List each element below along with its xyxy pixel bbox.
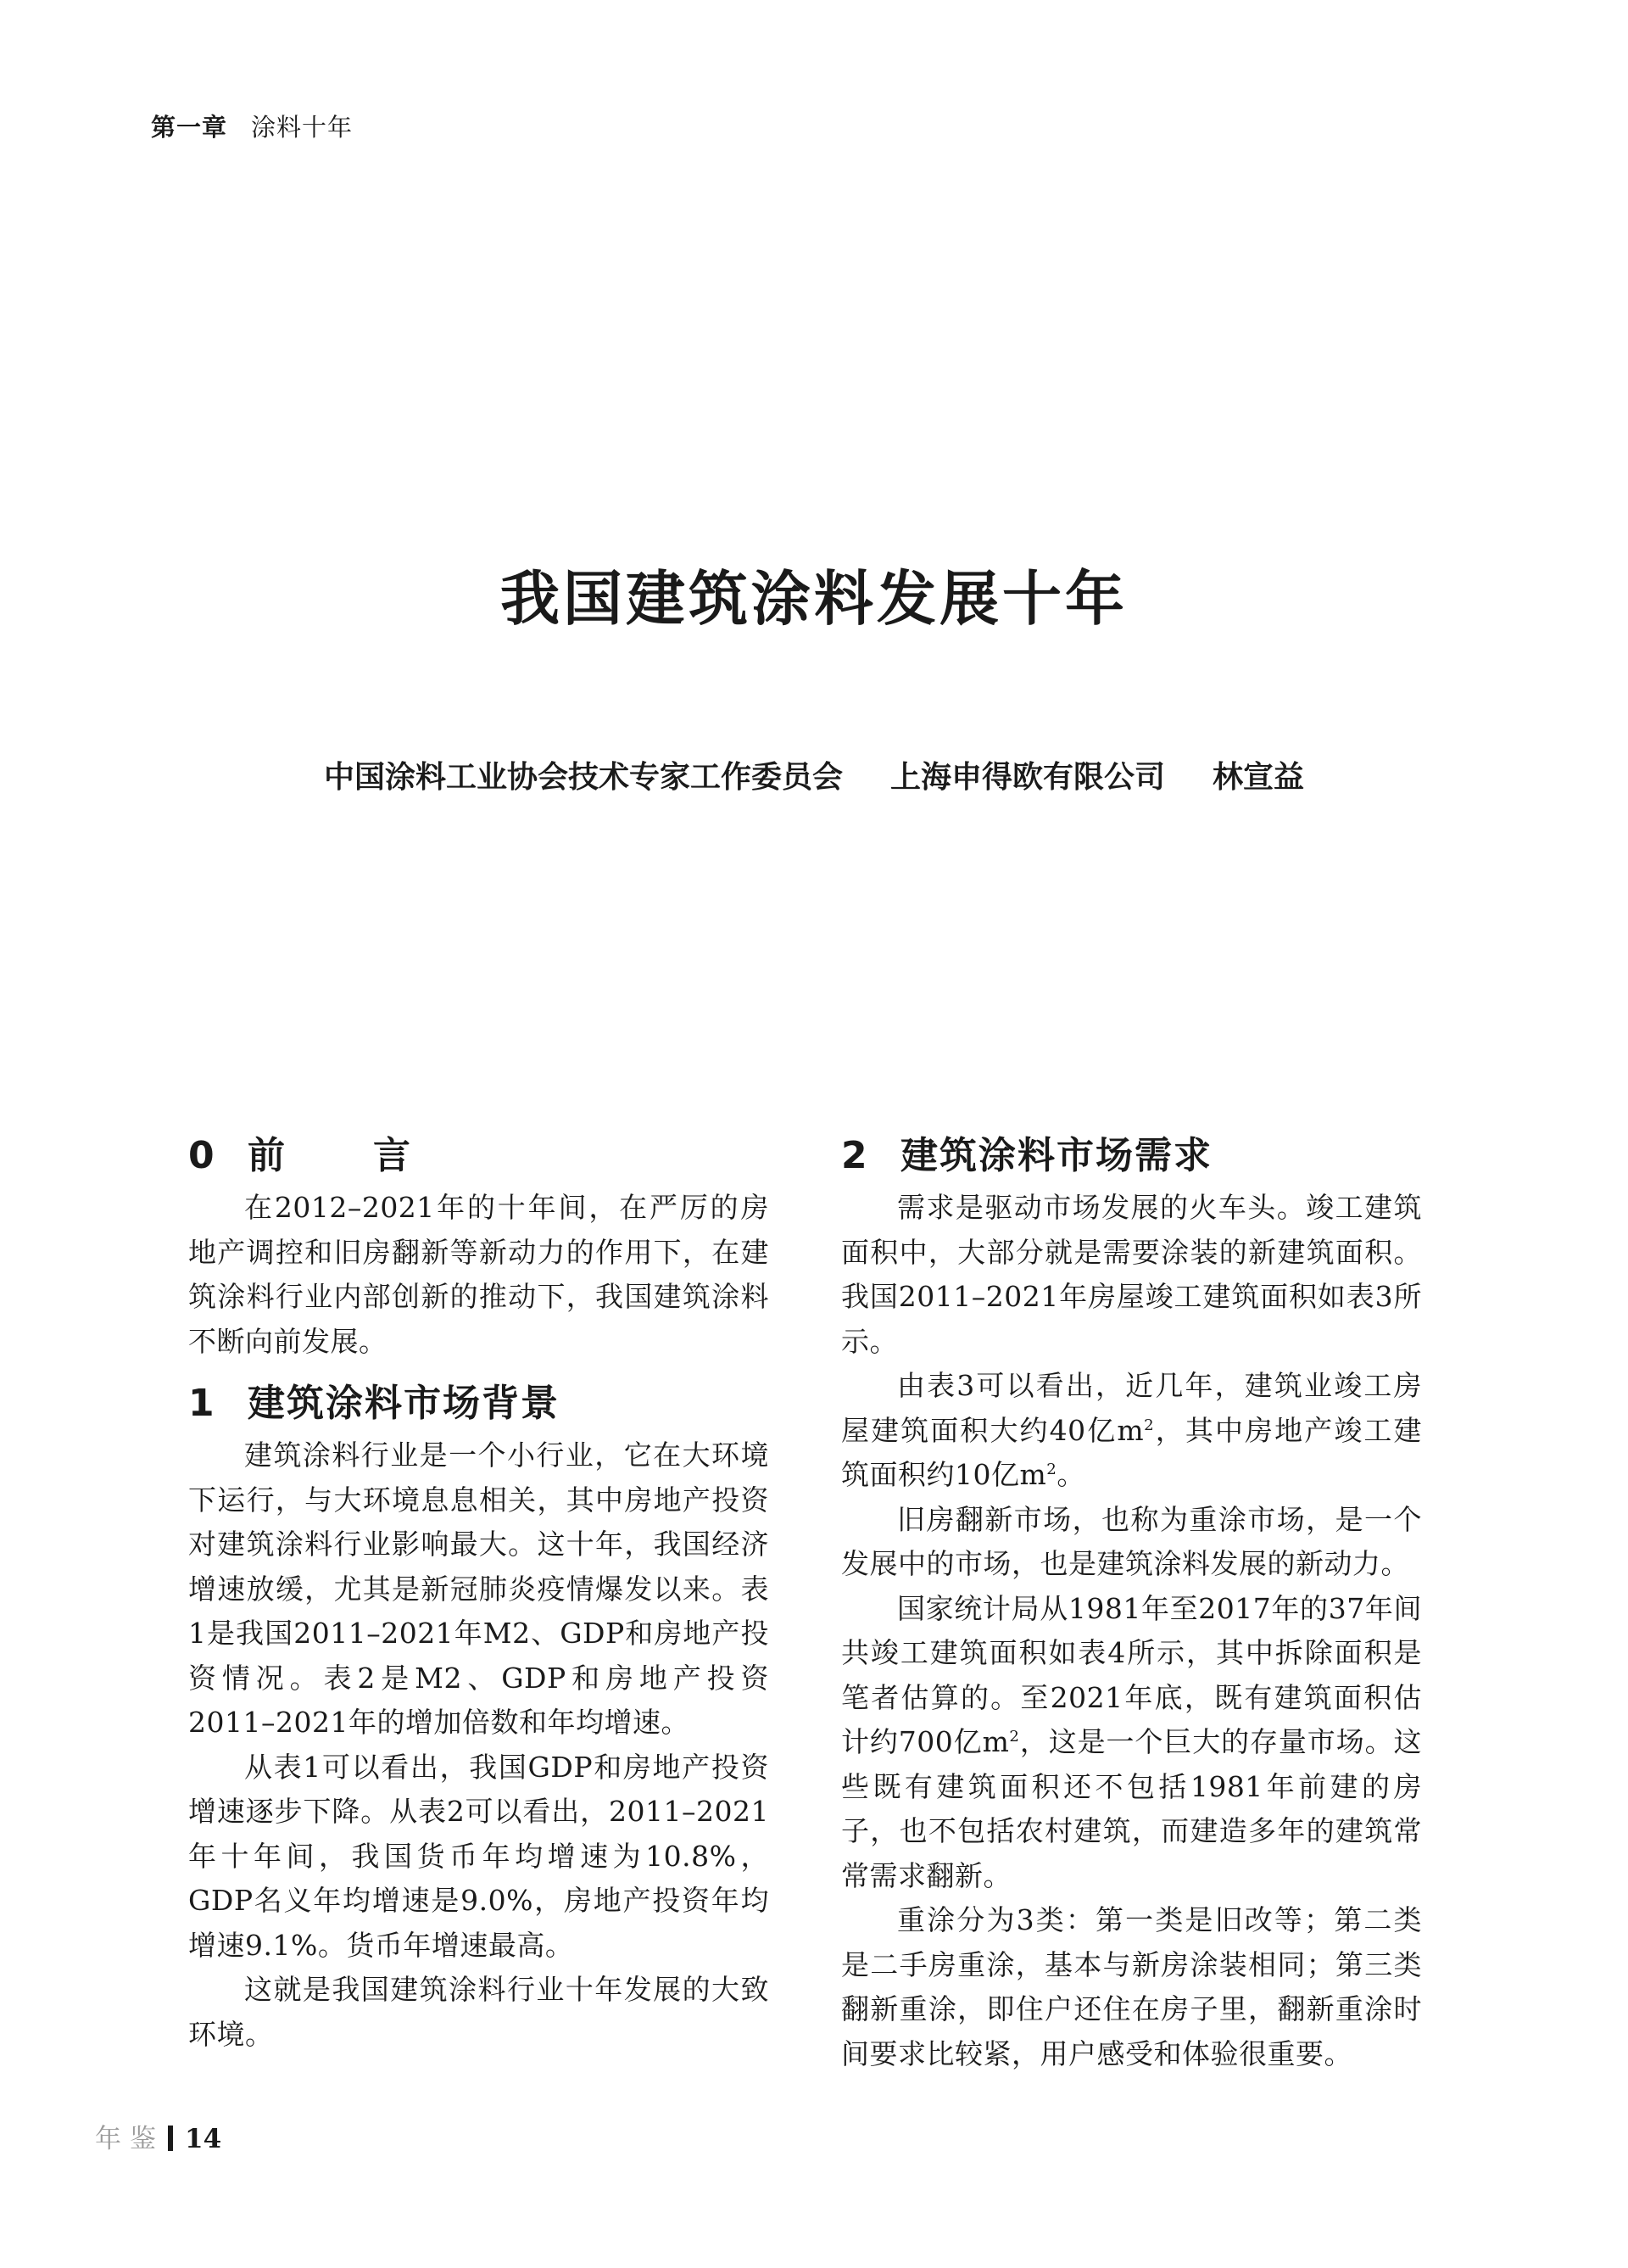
section-number: 2 xyxy=(841,1134,869,1177)
section-1-paragraph-3: 这就是我国建筑涂料行业十年发展的大致环境。 xyxy=(188,1973,769,2051)
text-run: ，其中房地产竣工建筑面积约10亿m xyxy=(841,1413,1423,1491)
section-2-heading xyxy=(841,1126,1422,1186)
text-run: 。 xyxy=(1057,1458,1085,1491)
page-number: 14 xyxy=(185,2124,222,2154)
chapter-topic: 涂料十年 xyxy=(251,113,354,142)
section-title: 建筑涂料市场背景 xyxy=(248,1382,560,1425)
author-org-2: 上海申得欧有限公司 xyxy=(889,760,1165,795)
section-0-paragraph-1: 在2012–2021年的十年间，在严厉的房地产调控和旧房翻新等新动力的作用下，在建筑涂料行业内部创新的推动下，我国建筑涂料不断向前发展。 xyxy=(188,1191,769,1358)
superscript: 2 xyxy=(1046,1461,1057,1478)
page-footer xyxy=(95,2117,221,2155)
section-title: 前 言 xyxy=(248,1134,436,1177)
superscript: 2 xyxy=(1144,1416,1155,1434)
footer-label: 年鉴 xyxy=(95,2124,164,2154)
text-run: 国家统计局从1981年至2017年的37年间共竣工建筑面积如表4所示，其中拆除面积是笔者估算的。至2021年底，既有建筑面积估计约700亿m xyxy=(841,1591,1422,1758)
author-name: 林宣益 xyxy=(1213,760,1305,795)
footer-divider xyxy=(168,2126,173,2151)
left-column xyxy=(188,1126,769,2057)
chapter-label: 第一章 xyxy=(151,113,228,142)
section-1-heading xyxy=(188,1374,769,1433)
section-number: 0 xyxy=(188,1134,240,1177)
section-2-paragraph-1: 需求是驱动市场发展的火车头。竣工建筑面积中，大部分就是需要涂装的新建筑面积。我国2011–2021年房屋竣工建筑面积如表3所示。 xyxy=(841,1191,1422,1358)
text-run: ，这是一个巨大的存量市场。这些既有建筑面积还不包括1981年前建的房子，也不包括农村建筑，而建造多年的建筑常常需求翻新。 xyxy=(841,1725,1422,1892)
section-2-paragraph-5: 重涂分为3类：第一类是旧改等；第二类是二手房重涂，基本与新房涂装相同；第三类翻新重涂，即住户还住在房子里，翻新重涂时间要求比较紧，用户感受和体验很重要。 xyxy=(841,1903,1422,2070)
running-head xyxy=(151,109,353,143)
section-1-paragraph-2: 从表1可以看出，我国GDP和房地产投资增速逐步下降。从表2可以看出，2011–2021年十年间，我国货币年均增速为10.8%，GDP名义年均增速是9.0%，房地产投资年均增速9.1%。货币年增速最高。 xyxy=(188,1750,769,1962)
section-2-paragraph-3: 旧房翻新市场，也称为重涂市场，是一个发展中的市场，也是建筑涂料发展的新动力。 xyxy=(841,1502,1422,1580)
author-org-1: 中国涂料工业协会技术专家工作委员会 xyxy=(323,760,843,795)
author-line xyxy=(0,753,1628,796)
section-1-paragraph-1: 建筑涂料行业是一个小行业，它在大环境下运行，与大环境息息相关，其中房地产投资对建筑涂料行业影响最大。这十年，我国经济增速放缓，尤其是新冠肺炎疫情爆发以来。表1是我国2011–2021年M2、GDP和房地产投资情况。表2是M2、GDP和房地产投资2011–2021年的增加倍数和年均增速。 xyxy=(188,1438,769,1739)
section-title: 建筑涂料市场需求 xyxy=(900,1134,1213,1177)
right-column xyxy=(841,1126,1422,2076)
section-number: 1 xyxy=(188,1382,216,1425)
text-run: 由表3可以看出，近几年，建筑业竣工房屋建筑面积大约40亿m xyxy=(841,1369,1422,1447)
article-title: 我国建筑涂料发展十年 xyxy=(500,563,1128,634)
section-2-paragraph-2 xyxy=(841,1364,1422,1498)
section-0-heading xyxy=(188,1126,769,1186)
section-2-paragraph-4 xyxy=(841,1587,1422,1899)
superscript: 2 xyxy=(1009,1728,1020,1746)
